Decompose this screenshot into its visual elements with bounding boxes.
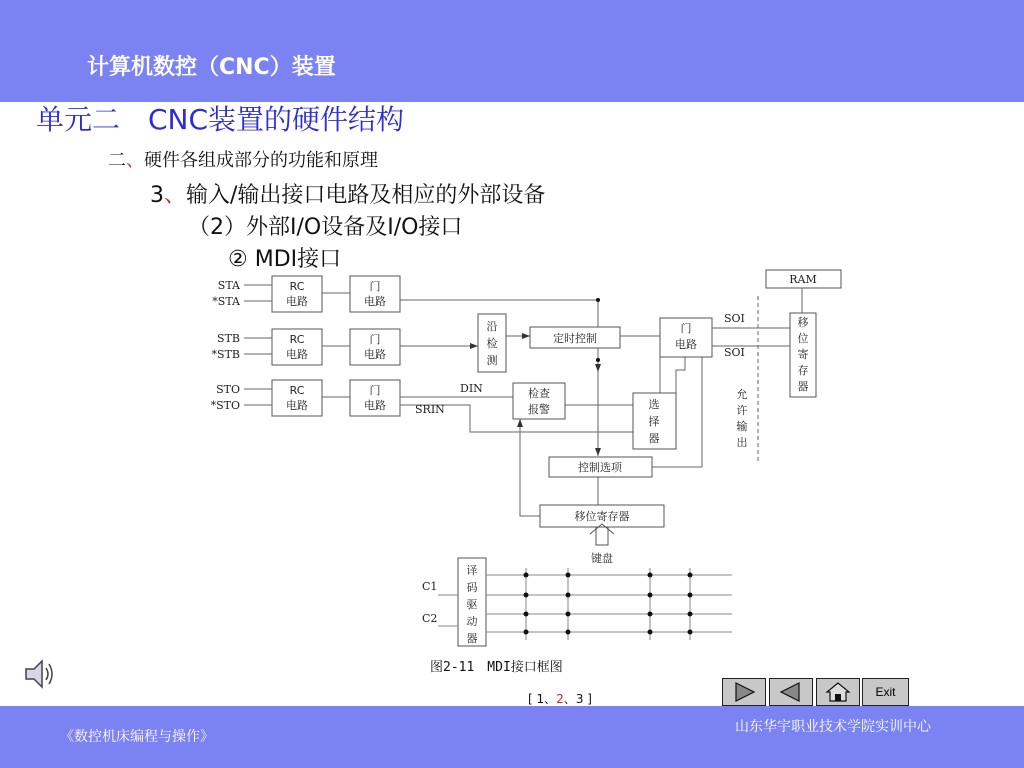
edge-detect-label: 沿: [486, 320, 498, 333]
input-sto-inv-label: *STO: [210, 399, 240, 412]
shift-register-vertical-label: 移: [797, 316, 809, 329]
page-link-current[interactable]: 2: [556, 692, 564, 706]
slide-header-title: 计算机数控（CNC）装置: [87, 55, 336, 80]
shift-register-vertical-label: 存: [797, 364, 809, 377]
figure-caption: 图2-11 MDI接口框图: [430, 660, 563, 675]
c2-label: C2: [422, 612, 438, 625]
input-stb-inv-label: *STB: [211, 348, 240, 361]
gate2-label: 电路: [675, 338, 697, 351]
decoder-label: 器: [466, 632, 478, 645]
din-label: DIN: [460, 382, 483, 395]
keyboard-label: 键盘: [591, 552, 613, 565]
section-number: 二: [108, 150, 126, 171]
gate-block-label: 门: [369, 384, 381, 397]
rc-block-label: RC: [289, 280, 305, 293]
selector-label: 择: [648, 415, 660, 428]
rc-block-label: RC: [289, 384, 305, 397]
gate-block-label: 电路: [364, 348, 386, 361]
allow-output-label: 输: [736, 420, 748, 433]
previous-slide-button[interactable]: [769, 678, 813, 706]
soi-label: SOI: [724, 346, 745, 359]
slide-pagination: [528, 690, 592, 707]
slide-navigation: [722, 678, 909, 706]
rc-block-label: 电路: [286, 348, 308, 361]
gate-block-label: 门: [369, 280, 381, 293]
timing-control-label: 定时控制: [553, 332, 597, 345]
selector-label: 选: [648, 398, 660, 411]
decoder-label: 驱: [466, 598, 478, 611]
play-right-icon: [723, 679, 765, 705]
control-options-label: 控制选项: [578, 461, 622, 474]
gate-block-label: 电路: [364, 399, 386, 412]
gate2-label: 门: [680, 322, 692, 335]
allow-output-label: 出: [736, 436, 748, 449]
speaker-icon[interactable]: [20, 654, 60, 698]
edge-detect-label: 测: [486, 354, 498, 367]
home-button[interactable]: [816, 678, 860, 706]
shift-register-label: 移位寄存器: [574, 510, 630, 523]
check-alarm-label: 报警: [528, 403, 550, 416]
ram-label: RAM: [789, 273, 817, 286]
decoder-label: 动: [466, 615, 478, 628]
decoder-label: 译: [466, 564, 478, 577]
page-separator: 、: [544, 692, 557, 706]
decoder-label: 码: [466, 581, 478, 594]
allow-output-label: 允: [736, 388, 748, 401]
page-link-1[interactable]: [ 1: [528, 692, 545, 706]
section-text: 硬件各组成部分的功能和原理: [144, 150, 378, 171]
section-number: 3: [150, 183, 164, 208]
footer-institution: 山东华宇职业技术学院实训中心: [735, 719, 931, 735]
page-link-3[interactable]: 3 ]: [575, 692, 592, 706]
section-heading-5: ② MDI接口: [228, 247, 342, 272]
c1-label: C1: [422, 580, 438, 593]
section-separator: 、: [126, 150, 144, 171]
srin-label: SRIN: [415, 403, 445, 416]
section-separator: 、: [164, 183, 187, 208]
check-alarm-label: 检查: [528, 387, 550, 400]
shift-register-vertical-label: 寄: [797, 348, 809, 361]
input-sta-inv-label: *STA: [212, 295, 240, 308]
gate-block-label: 门: [369, 333, 381, 346]
input-sta-label: STA: [217, 279, 240, 292]
next-slide-button[interactable]: [722, 678, 766, 706]
section-text: 输入/输出接口电路及相应的外部设备: [186, 183, 546, 208]
play-left-icon: [770, 679, 812, 705]
soi-label: SOI: [724, 312, 745, 325]
allow-output-label: 许: [736, 404, 748, 417]
home-icon: [817, 679, 859, 705]
exit-button[interactable]: Exit: [862, 678, 909, 706]
page-separator: 、: [563, 692, 576, 706]
gate-block-label: 电路: [364, 295, 386, 308]
rc-block-label: 电路: [286, 295, 308, 308]
selector-label: 器: [648, 432, 660, 445]
input-stb-label: STB: [217, 332, 240, 345]
rc-block-label: RC: [289, 333, 305, 346]
rc-block-label: 电路: [286, 399, 308, 412]
input-sto-label: STO: [216, 383, 240, 396]
section-heading-4: （2）外部I/O设备及I/O接口: [188, 215, 463, 240]
unit-title: 单元二 CNC装置的硬件结构: [36, 103, 405, 136]
shift-register-vertical-label: 位: [797, 332, 809, 345]
footer-bar: [0, 706, 1024, 768]
edge-detect-label: 检: [486, 337, 498, 350]
shift-register-vertical-label: 器: [797, 380, 809, 393]
footer-course-name: 《数控机床编程与操作》: [60, 729, 214, 745]
